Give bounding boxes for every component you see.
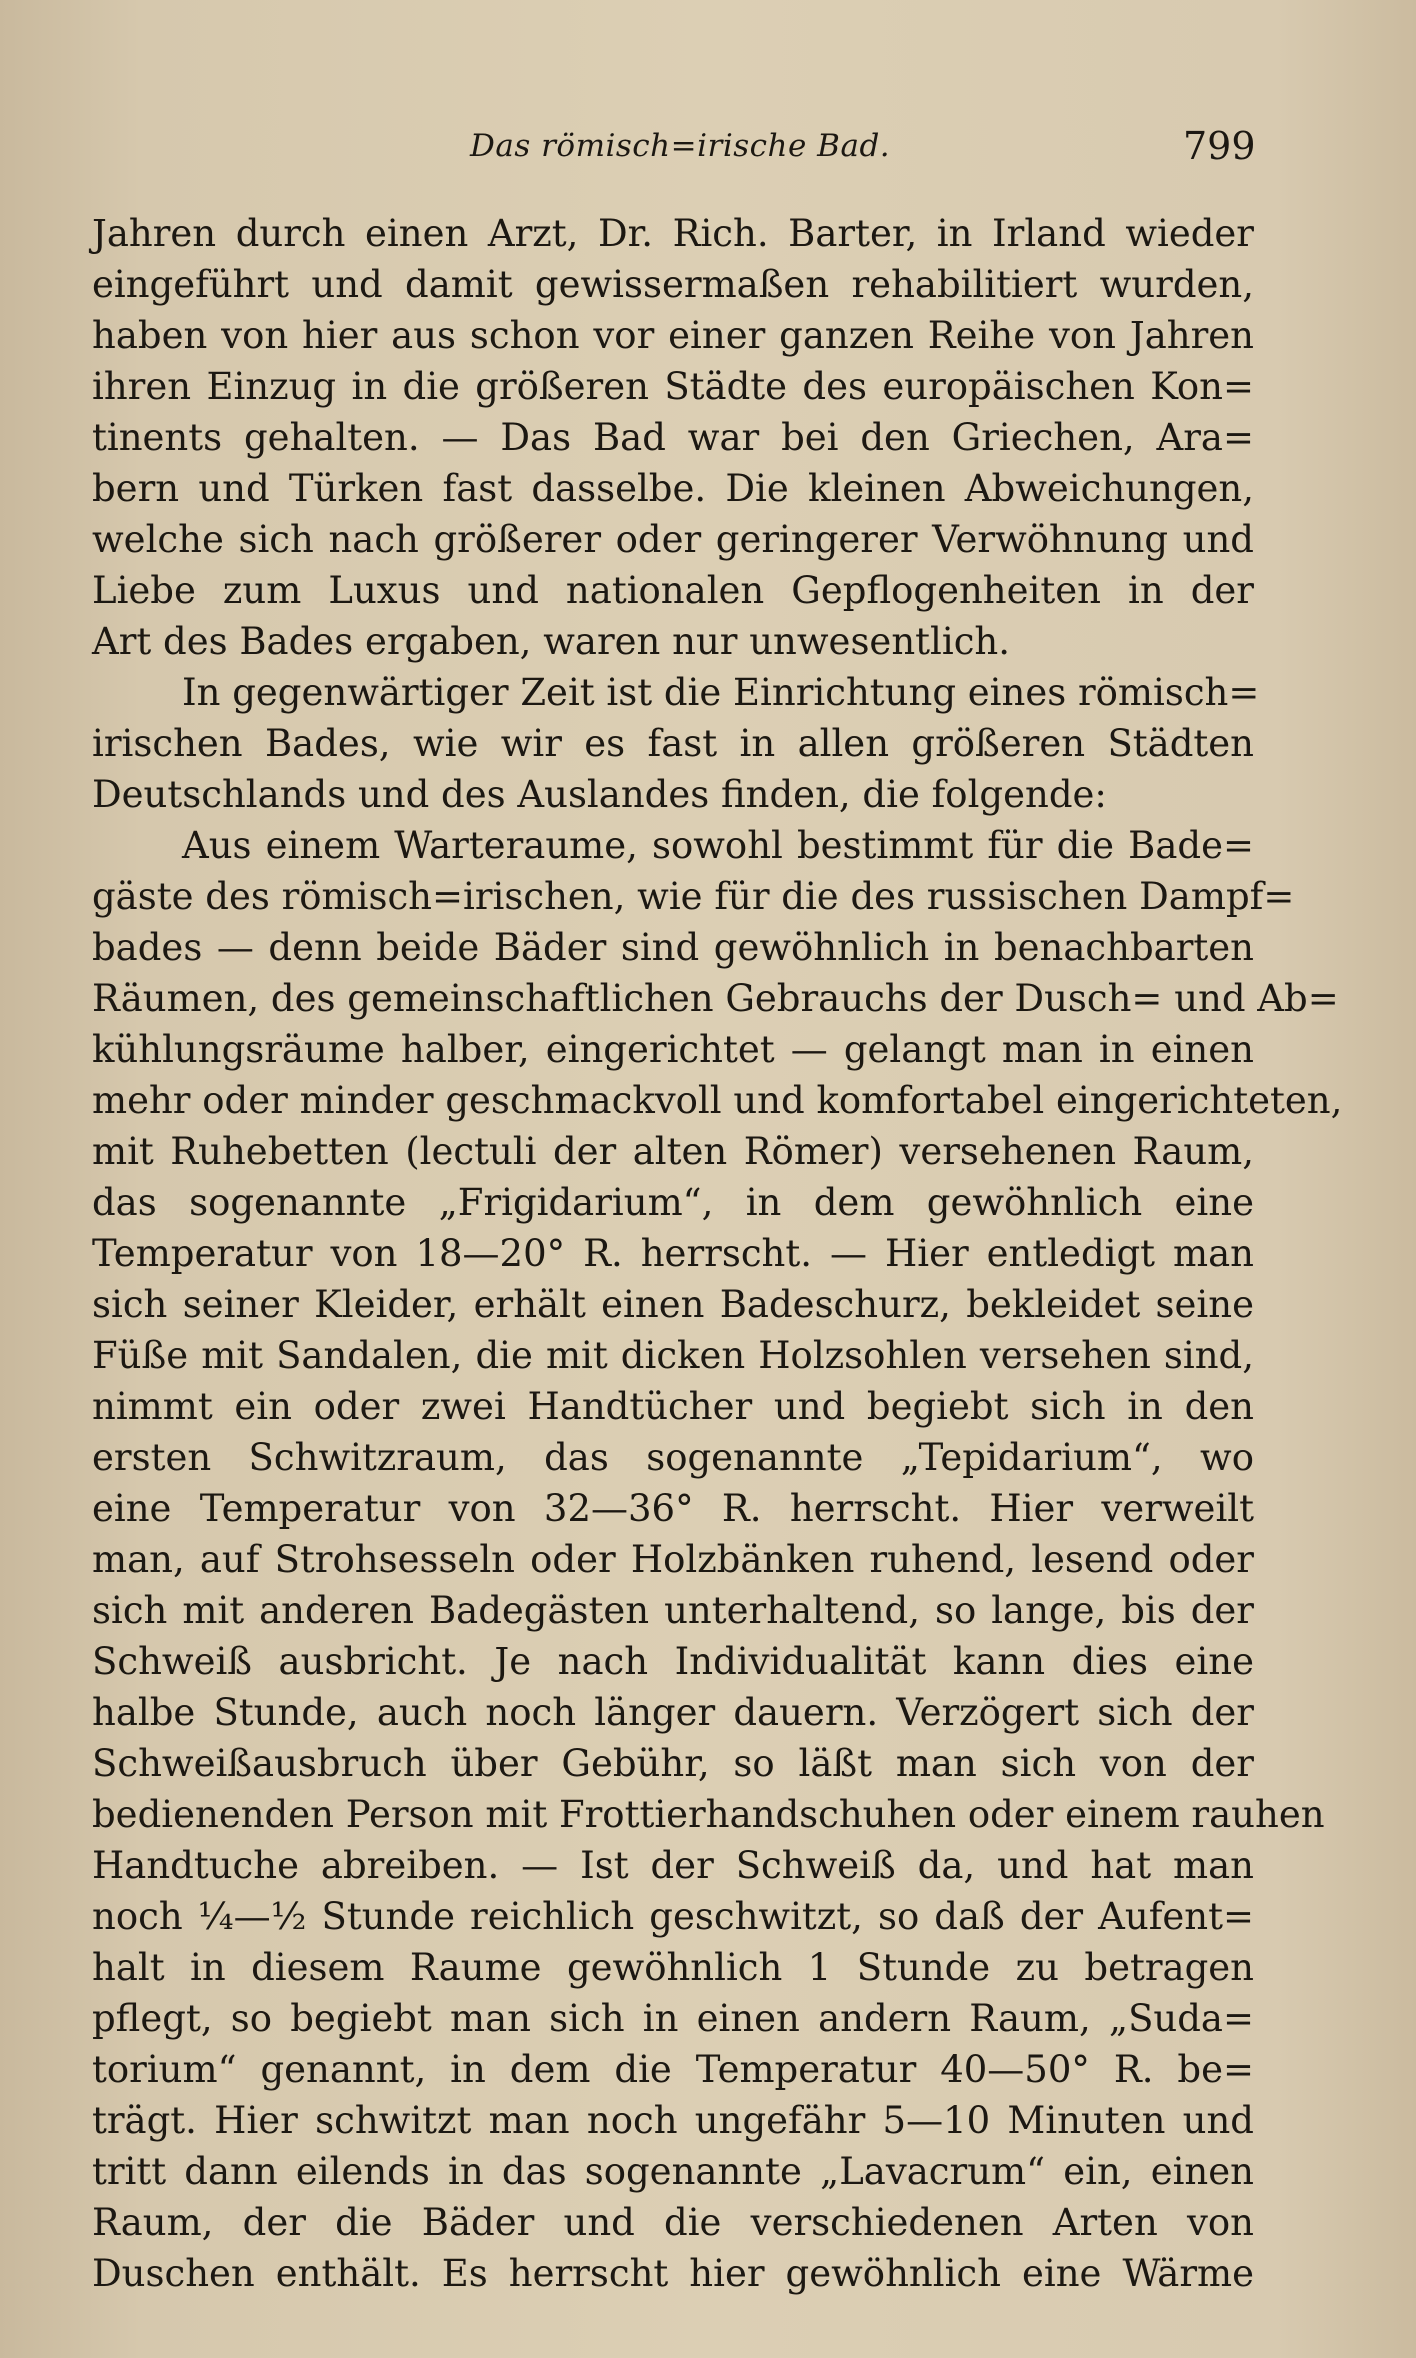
text-line: bern und Türken fast dasselbe. Die kleinen Abweichungen,	[92, 467, 1254, 510]
text-line: haben von hier aus schon vor einer ganzen Reihe von Jahren	[92, 314, 1254, 357]
text-line: mit Ruhebetten (lectuli der alten Römer) versehenen Raum,	[92, 1130, 1254, 1173]
body-text	[92, 208, 1343, 2299]
text-line: Handtuche abreiben. — Ist der Schweiß da, und hat man	[92, 1844, 1254, 1887]
text-line: tritt dann eilends in das sogenannte „Lavacrum“ ein, einen	[92, 2150, 1254, 2193]
text-line: Jahren durch einen Arzt, Dr. Rich. Barter, in Irland wieder	[92, 212, 1254, 255]
text-line: ihren Einzug in die größeren Städte des europäischen Kon=	[92, 365, 1254, 408]
page-number: 799	[1183, 124, 1256, 168]
text-line: ersten Schwitzraum, das sogenannte „Tepidarium“, wo	[92, 1436, 1254, 1479]
text-line: man, auf Strohsesseln oder Holzbänken ruhend, lesend oder	[92, 1538, 1254, 1581]
text-line: tinents gehalten. — Das Bad war bei den Griechen, Ara=	[92, 416, 1254, 459]
text-line: Schweißausbruch über Gebühr, so läßt man sich von der	[92, 1742, 1254, 1785]
text-line: halbe Stunde, auch noch länger dauern. Verzögert sich der	[92, 1691, 1254, 1734]
running-title: Das römisch=irische Bad.	[470, 128, 891, 164]
text-line: noch ¼—½ Stunde reichlich geschwitzt, so daß der Aufent=	[92, 1895, 1254, 1938]
text-line: das sogenannte „Frigidarium“, in dem gewöhnlich eine	[92, 1181, 1254, 1224]
text-line: Füße mit Sandalen, die mit dicken Holzsohlen versehen sind,	[92, 1334, 1254, 1377]
text-line: Aus einem Warteraume, sowohl bestimmt für die Bade=	[182, 824, 1254, 867]
text-line: Raum, der die Bäder und die verschiedenen Arten von	[92, 2201, 1254, 2244]
text-line: Liebe zum Luxus und nationalen Gepflogenheiten in der	[92, 569, 1254, 612]
text-line: bedienenden Person mit Frottierhandschuhen oder einem rauhen	[92, 1793, 1325, 1836]
text-line: Deutschlands und des Auslandes finden, die folgende:	[92, 773, 1107, 816]
text-line: trägt. Hier schwitzt man noch ungefähr 5—10 Minuten und	[92, 2099, 1254, 2142]
text-line: torium“ genannt, in dem die Temperatur 40—50° R. be=	[92, 2048, 1254, 2091]
text-line: mehr oder minder geschmackvoll und komfortabel eingerichteten,	[92, 1079, 1343, 1122]
text-line: kühlungsräume halber, eingerichtet — gelangt man in einen	[92, 1028, 1254, 1071]
text-line: halt in diesem Raume gewöhnlich 1 Stunde zu betragen	[92, 1946, 1254, 1989]
text-line: pflegt, so begiebt man sich in einen andern Raum, „Suda=	[92, 1997, 1254, 2040]
text-line: welche sich nach größerer oder geringerer Verwöhnung und	[92, 518, 1254, 561]
text-line: nimmt ein oder zwei Handtücher und begiebt sich in den	[92, 1385, 1254, 1428]
text-line: eine Temperatur von 32—36° R. herrscht. Hier verweilt	[92, 1487, 1254, 1530]
text-line: sich mit anderen Badegästen unterhaltend, so lange, bis der	[92, 1589, 1254, 1632]
text-line: Räumen, des gemeinschaftlichen Gebrauchs der Dusch= und Ab=	[92, 977, 1339, 1020]
text-line: Schweiß ausbricht. Je nach Individualität kann dies eine	[92, 1640, 1254, 1683]
text-line: Art des Bades ergaben, waren nur unwesentlich.	[92, 620, 1011, 663]
text-line: In gegenwärtiger Zeit ist die Einrichtung eines römisch=	[182, 671, 1260, 714]
text-line: Temperatur von 18—20° R. herrscht. — Hier entledigt man	[92, 1232, 1254, 1275]
text-line: eingeführt und damit gewissermaßen rehabilitiert wurden,	[92, 263, 1254, 306]
text-line: irischen Bades, wie wir es fast in allen größeren Städten	[92, 722, 1254, 765]
text-line: bades — denn beide Bäder sind gewöhnlich in benachbarten	[92, 926, 1254, 969]
text-line: Duschen enthält. Es herrscht hier gewöhnlich eine Wärme	[92, 2252, 1254, 2295]
text-line: gäste des römisch=irischen, wie für die des russischen Dampf=	[92, 875, 1295, 918]
text-line: sich seiner Kleider, erhält einen Badeschurz, bekleidet seine	[92, 1283, 1254, 1326]
